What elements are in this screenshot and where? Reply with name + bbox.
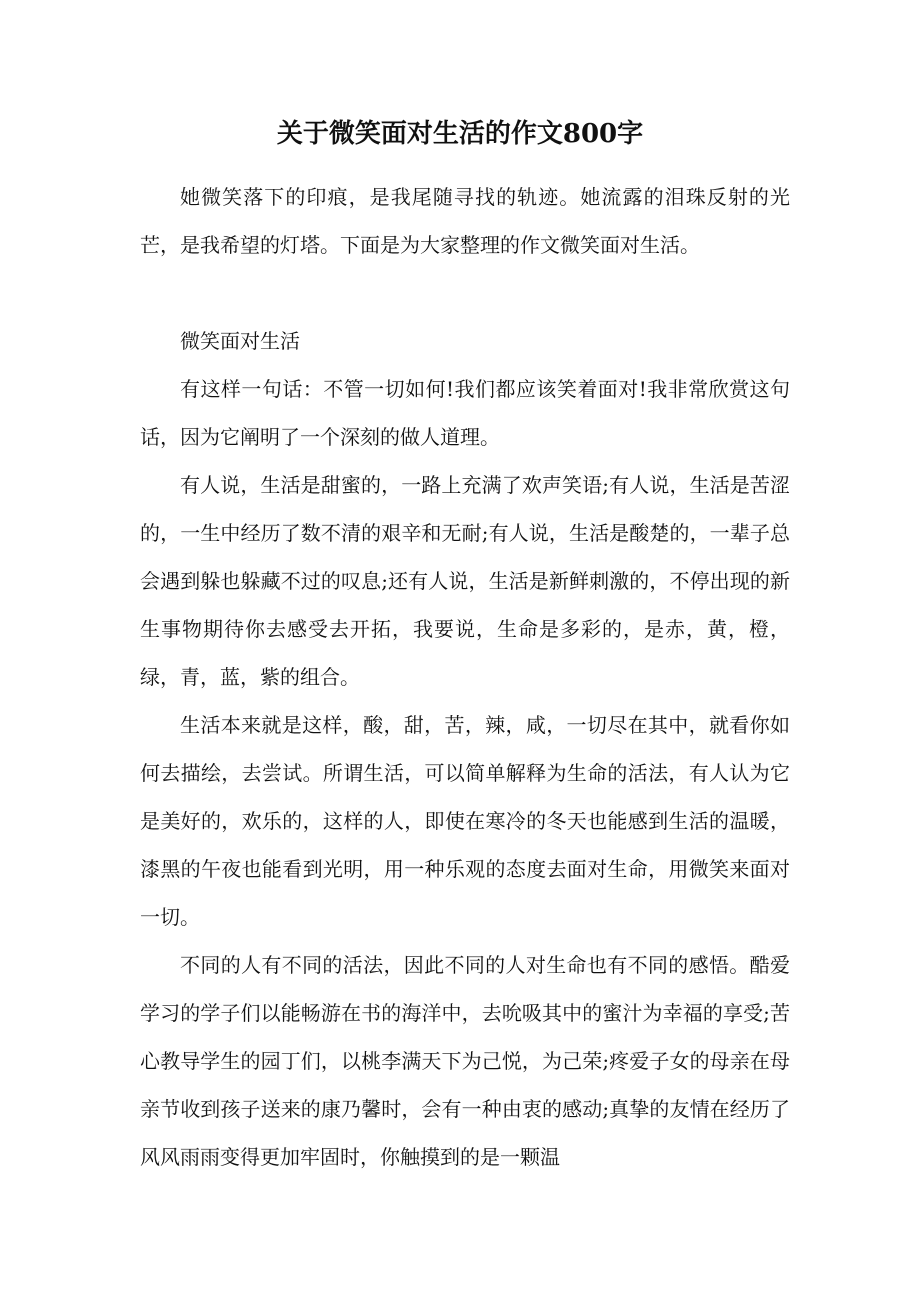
- paragraph-3: 生活本来就是这样，酸，甜，苦，辣，咸，一切尽在其中，就看你如何去描绘，去尝试。所谓生活，可以简单解释为生命的活法，有人认为它是美好的，欢乐的，这样的人，即使在寒冷的冬天也能感到生活的温暖，漆黑的午夜也能看到光明，用一种乐观的态度去面对生命，用微笑来面对一切。: [140, 713, 790, 929]
- intro-block: [140, 173, 790, 269]
- article-body: [140, 317, 790, 1181]
- paragraph-2: 有人说，生活是甜蜜的，一路上充满了欢声笑语;有人说，生活是苦涩的，一生中经历了数不清的艰辛和无耐;有人说，生活是酸楚的，一辈子总会遇到躲也躲藏不过的叹息;还有人说，生活是新鲜刺激的，不停出现的新生事物期待你去感受去开拓，我要说，生命是多彩的，是赤，黄，橙，绿，青，蓝，紫的组合。: [140, 473, 790, 689]
- paragraph-1: 有这样一句话：不管一切如何!我们都应该笑着面对!我非常欣赏这句话，因为它阐明了一个深刻的做人道理。: [140, 377, 790, 449]
- intro-paragraph: 她微笑落下的印痕，是我尾随寻找的轨迹。她流露的泪珠反射的光芒，是我希望的灯塔。下面是为大家整理的作文微笑面对生活。: [140, 185, 790, 257]
- paragraph-4: 不同的人有不同的活法，因此不同的人对生命也有不同的感悟。酷爱学习的学子们以能畅游在书的海洋中，去吮吸其中的蜜汁为幸福的享受;苦心教导学生的园丁们，以桃李满天下为己悦，为己荣;疼爱子女的母亲在母亲节收到孩子送来的康乃馨时，会有一种由衷的感动;真挚的友情在经历了风风雨雨变得更加牢固时，你触摸到的是一颗温: [140, 953, 790, 1169]
- section-heading: 微笑面对生活: [180, 329, 300, 353]
- page-title: 关于微笑面对生活的作文800字: [276, 119, 644, 149]
